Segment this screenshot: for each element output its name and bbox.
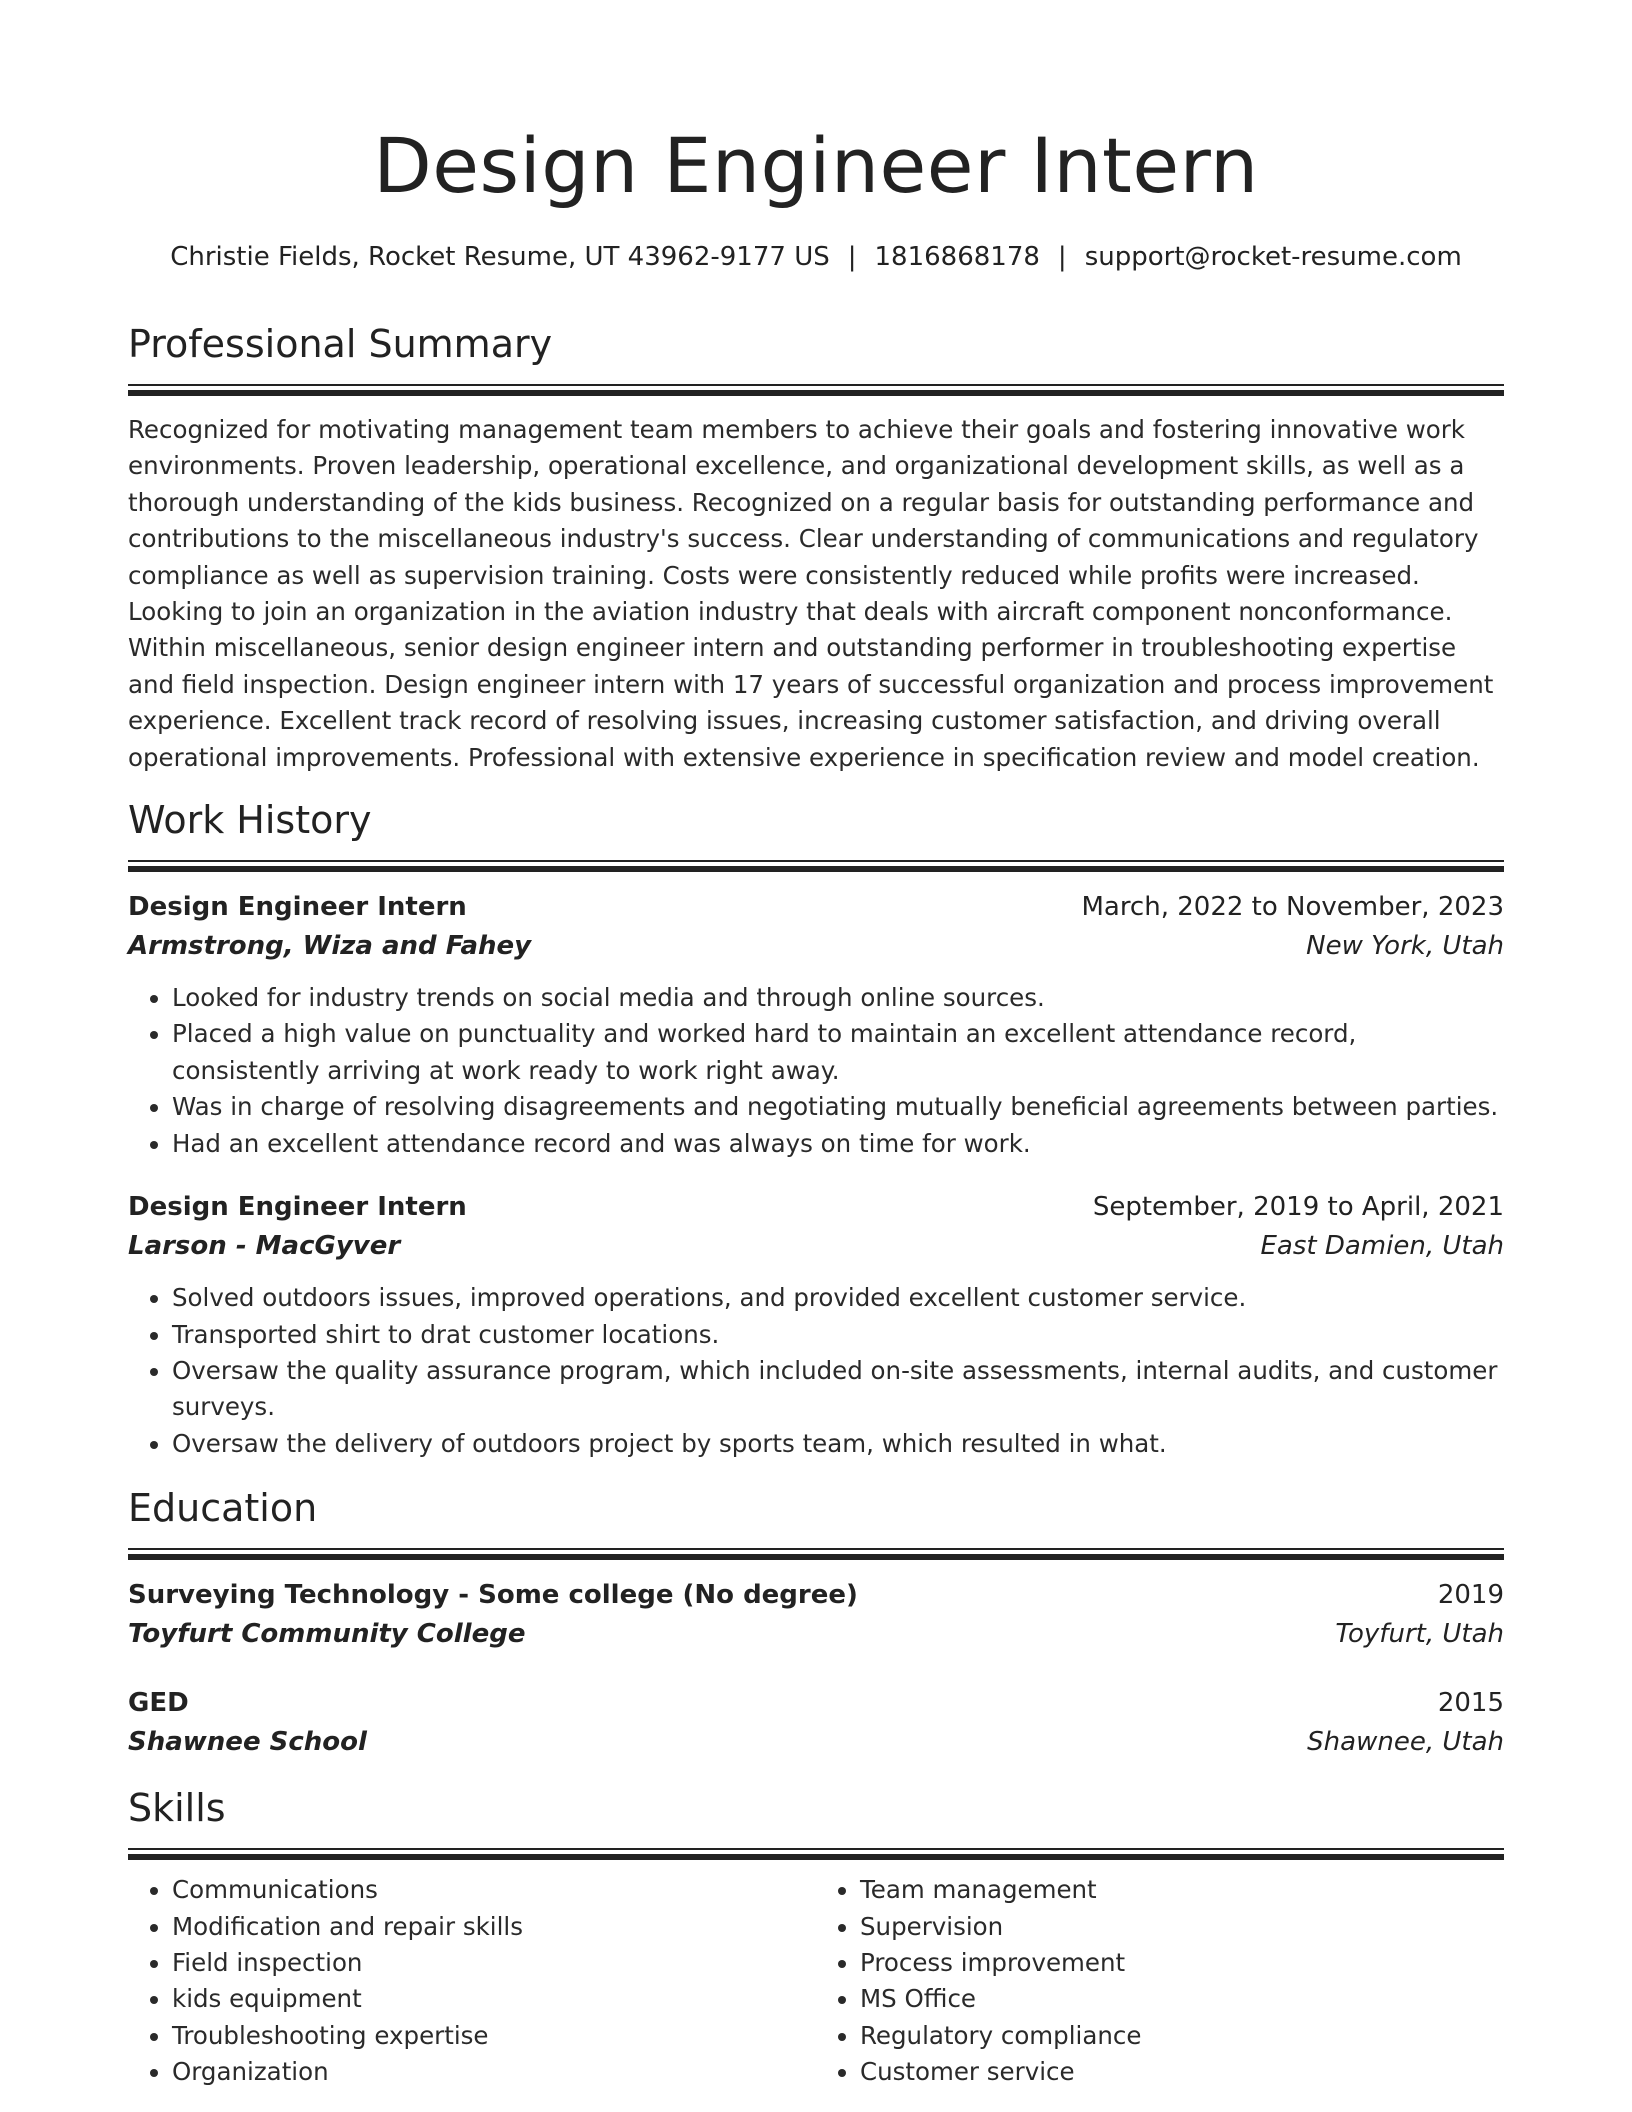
- job-bullet: • Oversaw the delivery of outdoors project by sports team, which resulted in what.: [172, 1426, 1504, 1462]
- school-name: Toyfurt Community College: [128, 1619, 526, 1650]
- skill-item: • kids equipment: [172, 1981, 816, 2017]
- contact-address: Christie Fields, Rocket Resume, UT 43962-9177 US: [170, 242, 830, 272]
- skills-list: [128, 1872, 1504, 2090]
- contact-line: [128, 240, 1504, 274]
- job-dates: September, 2019 to April, 2021: [1092, 1192, 1504, 1223]
- section-divider: [128, 1548, 1504, 1558]
- contact-separator: |: [847, 242, 857, 272]
- skills-heading: Skills: [128, 1786, 226, 1831]
- skill-item: • Customer service: [860, 2054, 1504, 2090]
- skills-section: [128, 1784, 1504, 2090]
- education-section: [128, 1484, 1504, 1762]
- contact-separator: |: [1057, 242, 1067, 272]
- skill-item: • Troubleshooting expertise: [172, 2018, 816, 2054]
- skills-column-right: [816, 1872, 1504, 2090]
- work-history-section: [128, 796, 1504, 1462]
- skill-item: • Team management: [860, 1872, 1504, 1908]
- section-divider: [128, 384, 1504, 394]
- job-bullets: [128, 1280, 1504, 1462]
- resume-title: Design Engineer Intern: [373, 121, 1259, 210]
- job-bullet: • Placed a high value on punctuality and worked hard to maintain an excellent attendance record, consistently arriving at work ready to work right away.: [172, 1016, 1504, 1089]
- job-location: New York, Utah: [1306, 931, 1504, 962]
- job-location: East Damien, Utah: [1260, 1231, 1504, 1262]
- graduation-year: 2019: [1437, 1580, 1504, 1611]
- degree-name: Surveying Technology - Some college (No degree): [128, 1580, 858, 1611]
- education-heading: Education: [128, 1486, 318, 1531]
- skill-item: • Supervision: [860, 1909, 1504, 1945]
- summary-heading: Professional Summary: [128, 322, 553, 366]
- school-name: Shawnee School: [128, 1727, 367, 1758]
- job-title: Design Engineer Intern: [128, 1192, 467, 1223]
- summary-text: Recognized for motivating management team members to achieve their goals and fostering innovative work environments. Proven leadership, operational excellence, and organizational development skills, as well as a thorough understanding of the kids business. Recognized on a regular basis for outstanding performance and contributions to the miscellaneous industry's success. Clear understanding of communications and regulatory compliance as well as supervision training. Costs were consistently reduced while profits were increased. Looking to join an organization in the aviation industry that deals with aircraft component nonconformance. Within miscellaneous, senior design engineer intern and outstanding performer in troubleshooting expertise and field inspection. Design engineer intern with 17 years of successful organization and process improvement experience. Excellent track record of resolving issues, increasing customer satisfaction, and driving overall operational improvements. Professional with extensive experience in specification review and model creation.: [128, 415, 1494, 772]
- skill-item: • Process improvement: [860, 1945, 1504, 1981]
- job-title: Design Engineer Intern: [128, 892, 467, 923]
- skill-item: • Regulatory compliance: [860, 2018, 1504, 2054]
- job-entry: [128, 1188, 1504, 1462]
- skill-item: • Field inspection: [172, 1945, 816, 1981]
- company-name: Larson - MacGyver: [128, 1231, 401, 1262]
- job-bullet: • Transported shirt to drat customer locations.: [172, 1317, 1504, 1353]
- job-dates: March, 2022 to November, 2023: [1081, 892, 1504, 923]
- job-bullet: • Had an excellent attendance record and was always on time for work.: [172, 1126, 1504, 1162]
- degree-name: GED: [128, 1688, 189, 1719]
- job-bullet: • Solved outdoors issues, improved operations, and provided excellent customer service.: [172, 1280, 1504, 1316]
- contact-phone: 1816868178: [874, 242, 1040, 272]
- job-bullet: • Was in charge of resolving disagreements and negotiating mutually beneficial agreements between parties.: [172, 1089, 1504, 1125]
- company-name: Armstrong, Wiza and Fahey: [128, 931, 532, 962]
- skill-item: • Organization: [172, 2054, 816, 2090]
- skill-item: • Modification and repair skills: [172, 1909, 816, 1945]
- skill-item: • Communications: [172, 1872, 816, 1908]
- job-bullet: • Looked for industry trends on social media and through online sources.: [172, 980, 1504, 1016]
- school-location: Toyfurt, Utah: [1335, 1619, 1504, 1650]
- skill-item: • MS Office: [860, 1981, 1504, 2017]
- section-divider: [128, 1848, 1504, 1858]
- school-location: Shawnee, Utah: [1307, 1727, 1504, 1758]
- contact-email: support@rocket-resume.com: [1084, 242, 1462, 272]
- skills-column-left: [128, 1872, 816, 2090]
- job-bullets: [128, 980, 1504, 1162]
- summary-section: [128, 320, 1504, 776]
- job-bullet: • Oversaw the quality assurance program, which included on-site assessments, internal audits, and customer surveys.: [172, 1353, 1504, 1426]
- education-entry: [128, 1684, 1504, 1762]
- education-entry: [128, 1576, 1504, 1654]
- graduation-year: 2015: [1437, 1688, 1504, 1719]
- section-divider: [128, 860, 1504, 870]
- job-entry: [128, 888, 1504, 1162]
- work-history-heading: Work History: [128, 798, 372, 843]
